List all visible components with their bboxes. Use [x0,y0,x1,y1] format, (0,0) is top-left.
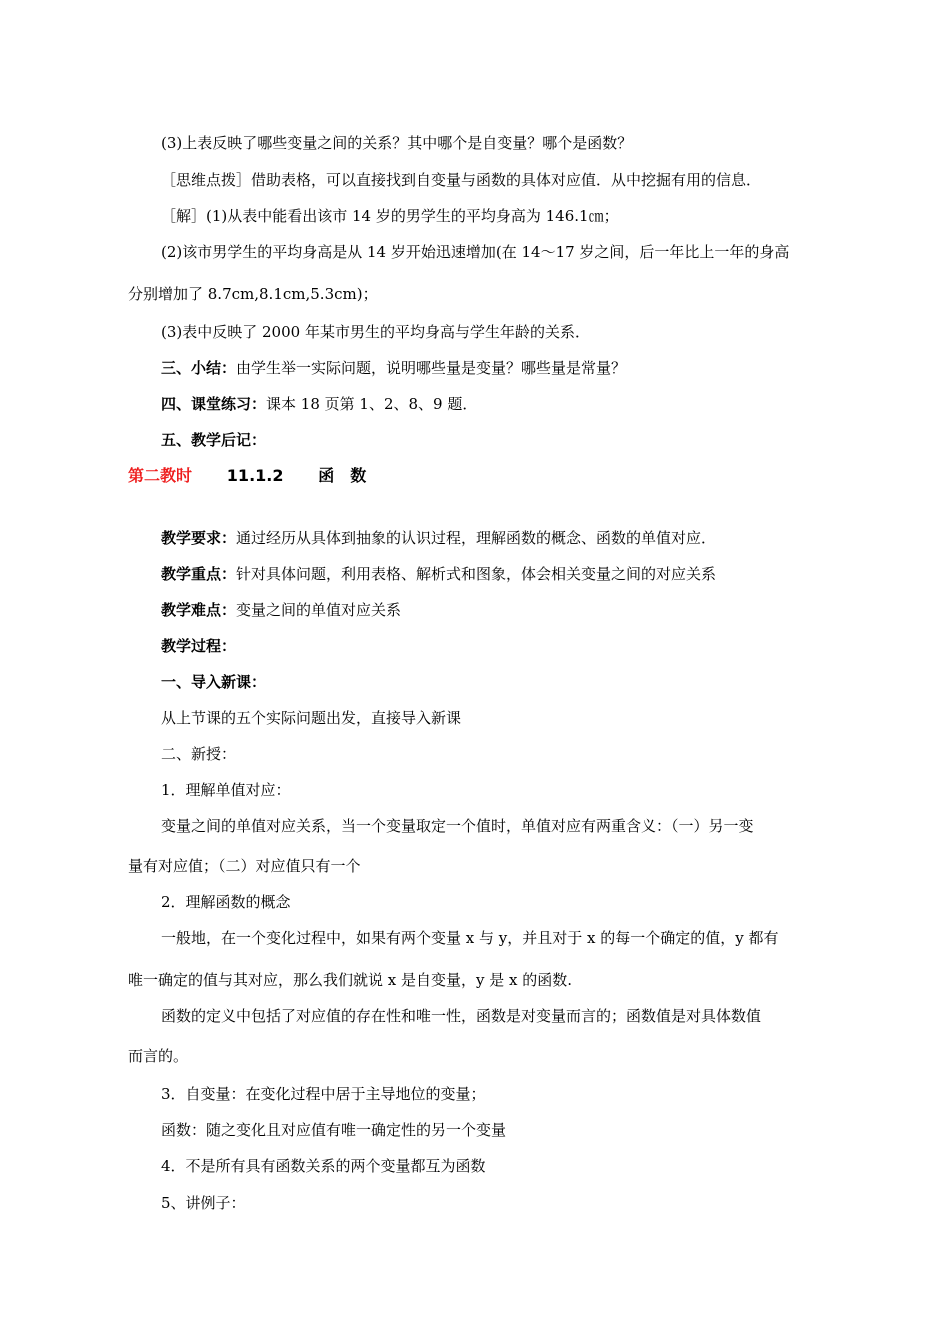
difficulty-line [161,600,848,620]
solution-3: (3)表中反映了 2000 年某市男生的平均身高与学生年龄的关系． [161,323,590,341]
key-points-line [161,564,848,584]
solution-2-line2: 分别增加了 8.7cm,8.1cm,5.3cm)； [128,285,378,303]
notes-label: 五、教学后记： [161,431,267,449]
intro-text: 从上节课的五个实际问题出发，直接导入新课 [161,709,462,727]
practice-label: 四、课堂练习： [161,395,267,413]
function-definition-line1: 一般地，在一个变化过程中，如果有两个变量 x 与 y，并且对于 x 的每一个确定的值，y 都有 [161,929,779,947]
key-points-text: 针对具体问题，利用表格、解析式和图象，体会相关变量之间的对应关系 [236,565,717,583]
notes-line [161,430,848,450]
key-points-label: 教学重点： [161,565,237,583]
difficulty-label: 教学难点： [161,601,237,619]
solution-2-line1: (2)该市男学生的平均身高是从 14 岁开始迅速增加(在 14～17 岁之间，后一年比上一年的身高 [161,243,790,261]
new-lesson-label: 二、新授： [161,745,237,763]
function-term: 函数：随之变化且对应值有唯一确定性的另一个变量 [161,1121,507,1139]
question-3: (3)上表反映了哪些变量之间的关系？其中哪个是自变量？哪个是函数？ [161,134,633,152]
requirements-line [161,528,848,548]
point-1: 1．理解单值对应： [161,781,291,799]
point-4: 4．不是所有具有函数关系的两个变量都互为函数 [161,1157,486,1175]
intro-label: 一、导入新课： [161,673,267,691]
practice-text: 课本 18 页第 1、2、8、9 题． [266,395,478,413]
practice-line [161,394,848,414]
section-heading [128,466,848,486]
point-5: 5、讲例子： [161,1194,246,1212]
requirements-label: 教学要求： [161,529,237,547]
function-definition-line2: 唯一确定的值与其对应，那么我们就说 x 是自变量，y 是 x 的函数. [128,971,573,989]
point-1-desc-line1: 变量之间的单值对应关系，当一个变量取定一个值时，单值对应有两重含义：（一）另一变 [161,817,754,835]
requirements-text: 通过经历从具体到抽象的认识过程，理解函数的概念、函数的单值对应． [236,529,717,547]
summary-text: 由学生举一实际问题，说明哪些量是变量？哪些量是常量？ [236,359,627,377]
point-1-desc-line2: 量有对应值；（二）对应值只有一个 [128,857,361,875]
definition-note-line1: 函数的定义中包括了对应值的存在性和唯一性，函数是对变量而言的；函数值是对具体数值 [161,1007,762,1025]
summary-label: 三、小结： [161,359,237,377]
summary-line [161,358,848,378]
hint-paragraph: ［思维点拨］借助表格，可以直接找到自变量与函数的具体对应值．从中挖掘有用的信息． [161,171,762,189]
solution-1: ［解］(1)从表中能看出该市 14 岁的男学生的平均身高为 146.1㎝； [161,207,619,225]
process-label: 教学过程： [161,637,237,655]
difficulty-text: 变量之间的单值对应关系 [236,601,402,619]
section-number: 11.1.2 [226,466,284,485]
point-2: 2．理解函数的概念 [161,893,291,911]
point-3: 3．自变量：在变化过程中居于主导地位的变量； [161,1085,486,1103]
definition-note-line2: 而言的。 [128,1047,189,1065]
section-title: 函 数 [318,466,367,485]
lesson-label: 第二教时 [128,466,193,485]
